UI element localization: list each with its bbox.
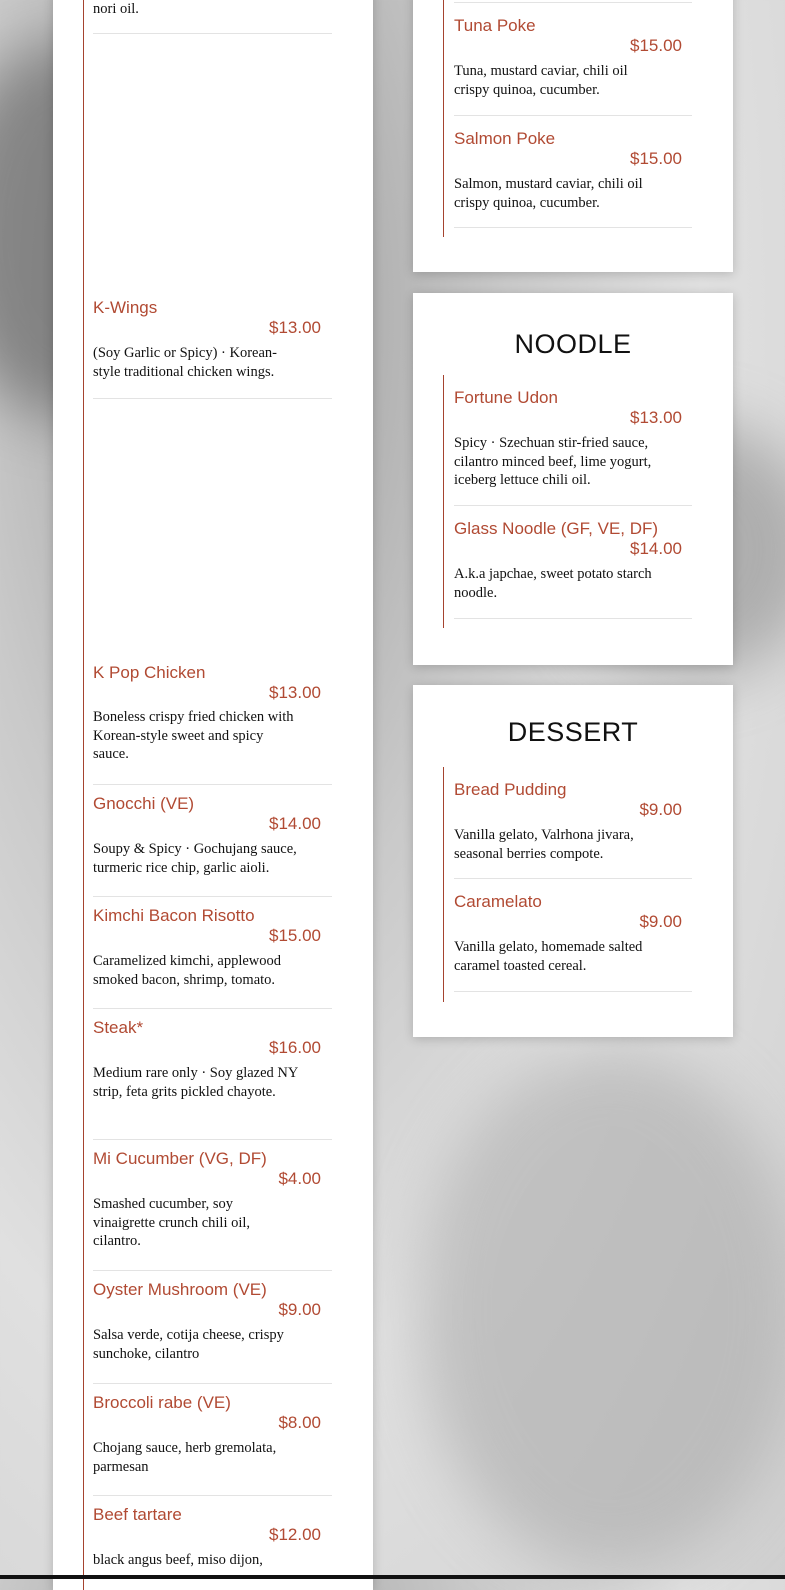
item-description: Boneless crispy fried chicken with Korean-style sweet and spicy sauce. [93, 709, 294, 762]
item-name: Broccoli rabe (VE) [93, 1393, 231, 1412]
poke-accent-rule [443, 0, 444, 237]
item-description: Smashed cucumber, soy vinaigrette crunch chili oil, cilantro. [93, 1196, 251, 1249]
item-name: Mi Cucumber (VG, DF) [93, 1149, 267, 1168]
item-price: $15.00 [269, 926, 321, 945]
item-description: Spicy · Szechuan stir-fried sauce, cilantro minced beef, lime yogurt, iceberg lettuce chili oil. [454, 435, 652, 488]
item-price: $9.00 [639, 800, 682, 819]
separator [93, 1139, 332, 1140]
item-description: Vanilla gelato, Valrhona jivara, seasonal berries compote. [454, 827, 634, 862]
left-accent-rule [83, 0, 84, 1590]
separator [454, 878, 692, 879]
item-price: $4.00 [278, 1169, 321, 1188]
item-price: $13.00 [630, 408, 682, 427]
item-description: Soupy & Spicy · Gochujang sauce, turmeric rice chip, garlic aioli. [93, 841, 297, 876]
item-price: $14.00 [269, 814, 321, 833]
item-description: black angus beef, miso dijon, [93, 1552, 263, 1568]
item-name: Caramelato [454, 892, 542, 911]
separator [93, 33, 332, 34]
separator [93, 1383, 332, 1384]
dessert-accent-rule [443, 767, 444, 1002]
item-name: Bread Pudding [454, 780, 567, 799]
separator [454, 618, 692, 619]
separator [93, 1270, 332, 1271]
noodle-accent-rule [443, 375, 444, 628]
item-name: Fortune Udon [454, 388, 558, 407]
item-price: $15.00 [630, 36, 682, 55]
item-name: Beef tartare [93, 1505, 182, 1524]
item-name: Salmon Poke [454, 129, 556, 148]
item-price: $12.00 [269, 1525, 321, 1544]
item-name: Glass Noodle (GF, VE, DF) [454, 519, 659, 538]
section-title: DESSERT [507, 717, 639, 747]
item-name: Steak* [93, 1018, 144, 1037]
separator [93, 784, 332, 785]
item-description: Caramelized kimchi, applewood smoked bacon, shrimp, tomato. [93, 953, 282, 988]
item-price: $9.00 [278, 1300, 321, 1319]
separator [454, 2, 692, 3]
item-description: Tuna, mustard caviar, chili oil crispy quinoa, cucumber. [454, 63, 628, 98]
separator [93, 896, 332, 897]
left-menu-card [53, 0, 373, 1590]
bottom-edge-bar [0, 1575, 785, 1579]
item-description: Medium rare only · Soy glazed NY strip, feta grits pickled chayote. [93, 1065, 298, 1100]
background-photo-3 [420, 1050, 785, 1570]
item-name: Kimchi Bacon Risotto [93, 906, 255, 925]
separator [93, 1008, 332, 1009]
item-price: $8.00 [278, 1413, 321, 1432]
section-title: NOODLE [514, 329, 632, 359]
separator [93, 398, 332, 399]
item-name: K-Wings [93, 298, 158, 317]
item-description: Salsa verde, cotija cheese, crispy sunchoke, cilantro [93, 1327, 284, 1362]
separator [454, 227, 692, 228]
item-description: Salmon, mustard caviar, chili oil crispy quinoa, cucumber. [454, 176, 643, 211]
item-name: Tuna Poke [454, 16, 536, 35]
noodle-card [413, 293, 733, 665]
item-price: $15.00 [630, 149, 682, 168]
separator [454, 991, 692, 992]
item-price: $14.00 [630, 539, 682, 558]
item-description: Vanilla gelato, homemade salted caramel toasted cereal. [454, 939, 643, 974]
item-name: Oyster Mushroom (VE) [93, 1280, 267, 1299]
item-price: $9.00 [639, 912, 682, 931]
item-description: (Soy Garlic or Spicy) · Korean-style traditional chicken wings. [93, 345, 278, 380]
item-description: A.k.a japchae, sweet potato starch noodle. [454, 566, 652, 601]
item-description: Chojang sauce, herb gremolata, parmesan [93, 1440, 277, 1475]
separator [93, 1495, 332, 1496]
item-price: $13.00 [269, 683, 321, 702]
item-price: $13.00 [269, 318, 321, 337]
item-name: Gnocchi (VE) [93, 794, 195, 813]
item-price: $16.00 [269, 1038, 321, 1057]
item-name: K Pop Chicken [93, 663, 206, 682]
poke-card [413, 0, 733, 272]
separator [454, 505, 692, 506]
separator [454, 115, 692, 116]
dessert-card [413, 685, 733, 1037]
top-fragment-text: nori oil. [93, 1, 139, 17]
